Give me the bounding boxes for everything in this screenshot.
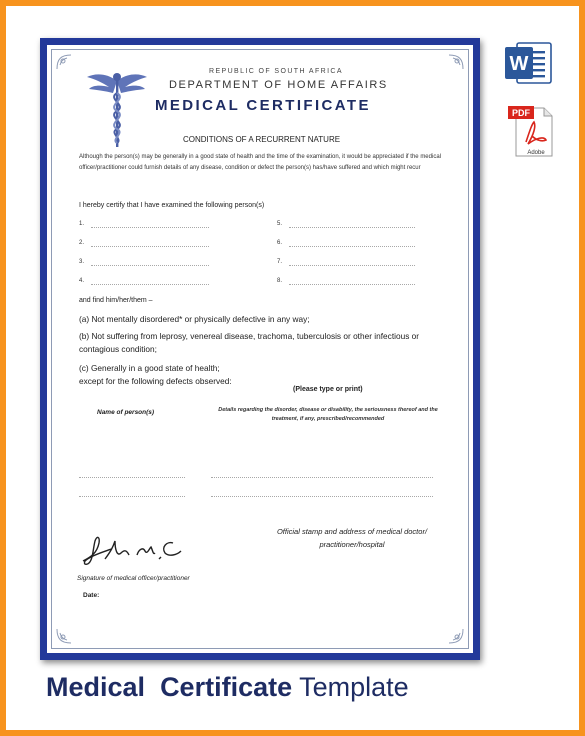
person-line[interactable] [289,227,415,228]
details-entry-line[interactable] [211,477,433,478]
person-line[interactable] [91,284,209,285]
intro-paragraph: Although the person(s) may be generally in a good state of health and the time of the examination, it would be appreciated if the medical officer/practitioner could furnish details of any disease, condition or defect the person(s) has/have suffered and which might recur [79,154,441,171]
footer-title [46,672,409,703]
word-letter: W [509,53,529,75]
please-type-note: (Please type or print) [293,386,363,393]
condition-c: (c) Generally in a good state of health; [79,363,220,373]
caduceus-icon [85,63,149,153]
stamp-caption: Official stamp and address of medical doctor/ practitioner/hospital [276,527,428,549]
certificate-page [47,45,473,653]
footer-word-template: Template [299,672,409,702]
except-line: except for the following defects observed: [79,376,232,386]
certify-line: I hereby certify that I have examined the following person(s) [79,202,265,209]
footer-word-medical: Medical [46,672,146,702]
condition-b: (b) Not suffering from leprosy, venereal disease, trachoma, tuberculosis or other infectious or contagious condition; [79,331,420,354]
name-column-heading: Name of person(s) [97,409,155,416]
date-label: Date: [83,592,100,599]
person-line[interactable] [289,246,415,247]
person-line[interactable] [91,227,209,228]
corner-ornament-icon [55,53,73,71]
corner-ornament-icon [55,627,73,645]
signature-label: Signature of medical officer/practitioner [77,575,190,582]
image-frame [6,6,579,730]
find-line: and find him/her/them – [79,297,153,304]
name-entry-line[interactable] [79,477,185,478]
condition-a: (a) Not mentally disordered* or physically defective in any way; [79,314,310,324]
person-number: 8. [277,278,283,284]
person-number: 4. [79,278,85,284]
person-number: 6. [277,240,283,246]
person-line[interactable] [91,246,209,247]
footer-word-certificate: Certificate [160,672,293,702]
certificate-document [40,38,480,660]
adobe-label: Adobe [527,150,545,156]
details-column-heading: Details regarding the disorder, disease or disability, the seriousness thereof and the treatment, if any, prescribed/recommended [218,407,438,422]
pdf-document-icon[interactable] [506,104,556,158]
person-number: 5. [277,221,283,227]
corner-ornament-icon [447,627,465,645]
republic-heading: REPUBLIC OF SOUTH AFRICA [209,68,343,75]
person-number: 2. [79,240,85,246]
person-line[interactable] [289,284,415,285]
conditions-heading: CONDITIONS OF A RECURRENT NATURE [183,135,341,144]
person-line[interactable] [91,265,209,266]
corner-ornament-icon [447,53,465,71]
department-heading: DEPARTMENT OF HOME AFFAIRS [169,79,388,91]
name-entry-line[interactable] [79,496,185,497]
person-number: 1. [79,221,85,227]
person-number: 7. [277,259,283,265]
certificate-title: MEDICAL CERTIFICATE [155,97,371,114]
person-number: 3. [79,259,85,265]
word-document-icon[interactable] [503,39,555,87]
signature-image [77,529,197,569]
details-entry-line[interactable] [211,496,433,497]
pdf-label: PDF [512,108,530,118]
person-line[interactable] [289,265,415,266]
